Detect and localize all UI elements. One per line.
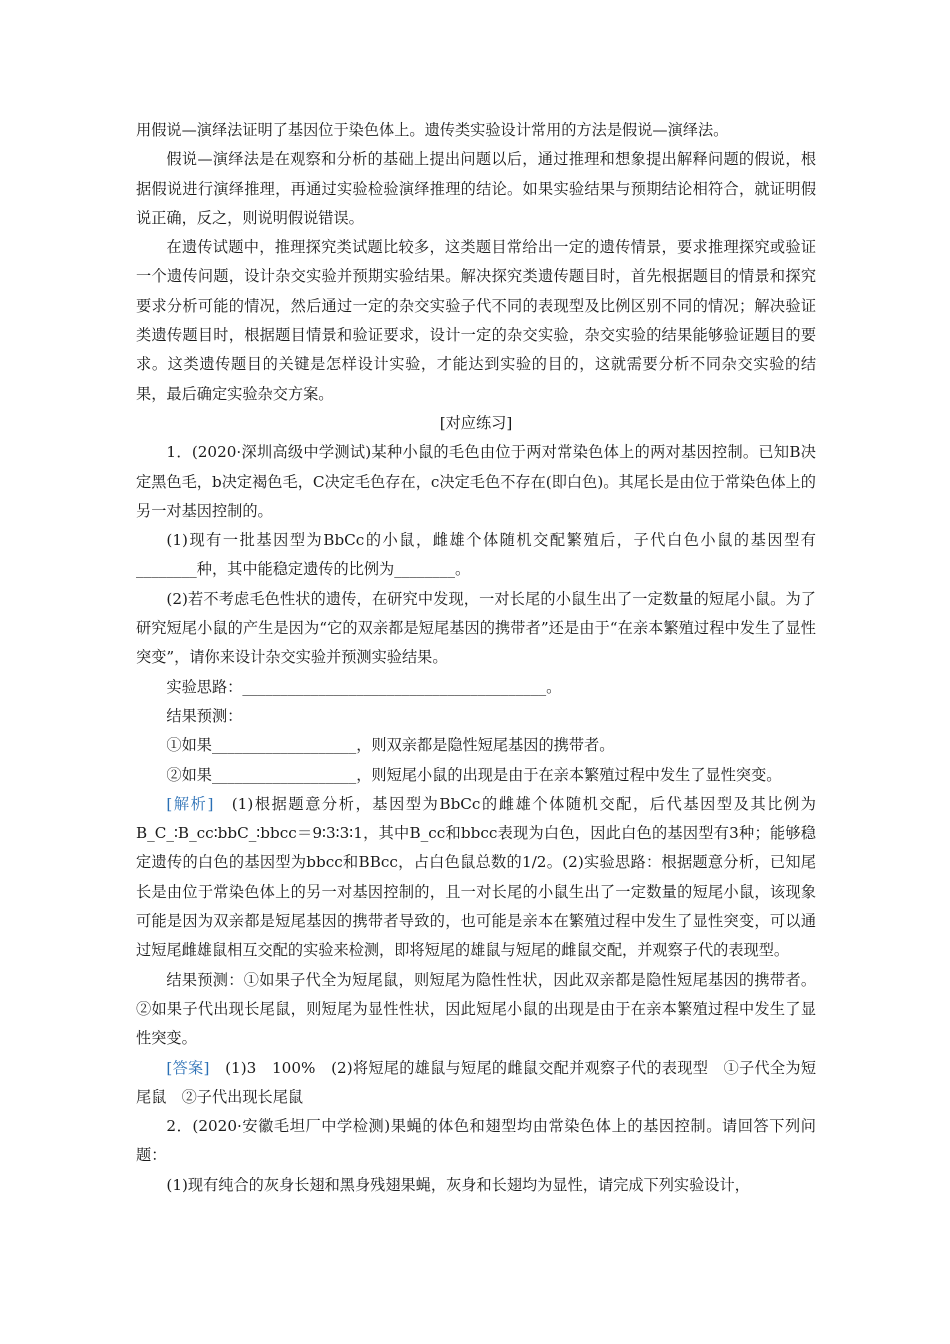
question-2-part-1: (1)现有纯合的灰身长翅和黑身残翅果蝇，灰身和长翅均为显性，请完成下列实验设计， [166,1175,750,1194]
question-1-option-2: ②如果___________________，则短尾小鼠的出现是由于在亲本繁殖过程中发生了显性突变。 [166,765,782,784]
paragraph-hypothesis-deduction: 假说—演绎法是在观察和分析的基础上提出问题以后，通过推理和想象提出解释问题的假说，根据假说进行演绎推理，再通过实验检验演绎推理的结论。如果实验结果与预期结论相符合，就证明假说正确，反之，则说明假说错误。 [136,150,816,227]
section-heading: [对应练习] [439,413,513,432]
question-1-option-1: ①如果___________________，则双亲都是隐性短尾基因的携带者。 [166,736,615,755]
answer-paragraph [136,1054,816,1113]
question-2: 2．(2020·安徽毛坦厂中学检测)果蝇的体色和翅型均由常染色体上的基因控制。请回答下列问题： [136,1117,816,1165]
question-1-prediction-label: 结果预测： [166,706,243,725]
analysis-tag: [解析] [166,794,214,813]
paragraph-genetics-problems: 在遗传试题中，推理探究类试题比较多，这类题目常给出一定的遗传情景，要求推理探究或验证一个遗传问题，设计杂交实验并预期实验结果。解决探究类遗传题目时，首先根据题目的情景和探究要求分析可能的情况，然后通过一定的杂交实验子代不同的表现型及比例区别不同的情况；解决验证类遗传题目时，根据题目情景和验证要求，设计一定的杂交实验，杂交实验的结果能够验证题目的要求。这类遗传题目的关键是怎样设计实验，才能达到实验的目的，这就需要分析不同杂交实验的结果，最后确定实验杂交方案。 [136,238,816,403]
question-1-idea: 实验思路：________________________________________。 [166,677,562,696]
analysis-text: (1)根据题意分析，基因型为BbCc的雌雄个体随机交配，后代基因型及其比例为B_C_∶B_cc∶bbC_∶bbcc＝9∶3∶3∶1，其中B_cc和bbcc表现为白色，因此白色的基因型有3种；能够稳定遗传的白色的基因型为bbcc和BBcc，占白色鼠总数的1/2。(2)实验思路：根据题意分析，已知尾长是由位于常染色体上的另一对基因控制的，且一对长尾的小鼠生出了一定数量的短尾小鼠，该现象可能是因为双亲都是短尾基因的携带者导致的，也可能是亲本在繁殖过程中发生了显性突变，可以通过短尾雌雄鼠相互交配的实验来检测，即将短尾的雄鼠与短尾的雌鼠交配，并观察子代的表现型。 [136,794,816,960]
analysis-prediction: 结果预测：①如果子代全为短尾鼠，则短尾为隐性性状，因此双亲都是隐性短尾基因的携带者。②如果子代出现长尾鼠，则短尾为显性性状，因此短尾小鼠的出现是由于在亲本繁殖过程中发生了显性突变。 [136,970,816,1048]
question-1: 1．(2020·深圳高级中学测试)某种小鼠的毛色由位于两对常染色体上的两对基因控制。已知B决定黑色毛，b决定褐色毛，C决定毛色存在，c决定毛色不存在(即白色)。其尾长是由位于常染色体上的另一对基因控制的。 [136,443,816,520]
paragraph-intro: 用假说—演绎法证明了基因位于染色体上。遗传类实验设计常用的方法是假说—演绎法。 [136,121,729,139]
analysis-paragraph [136,790,816,966]
question-1-part-2: (2)若不考虑毛色性状的遗传，在研究中发现，一对长尾的小鼠生出了一定数量的短尾小鼠。为了研究短尾小鼠的产生是因为“它的双亲都是短尾基因的携带者”还是由于“在亲本繁殖过程中发生了显性突变”，请你来设计杂交实验并预测实验结果。 [136,589,816,667]
question-1-part-1: (1)现有一批基因型为BbCc的小鼠，雌雄个体随机交配繁殖后，子代白色小鼠的基因型有________种，其中能稳定遗传的比例为________。 [136,531,816,579]
document-page [136,116,816,1200]
answer-text: (1)3 100% (2)将短尾的雄鼠与短尾的雌鼠交配并观察子代的表现型 ①子代全为短尾鼠 ②子代出现长尾鼠 [136,1058,817,1106]
answer-tag: [答案] [166,1058,210,1077]
